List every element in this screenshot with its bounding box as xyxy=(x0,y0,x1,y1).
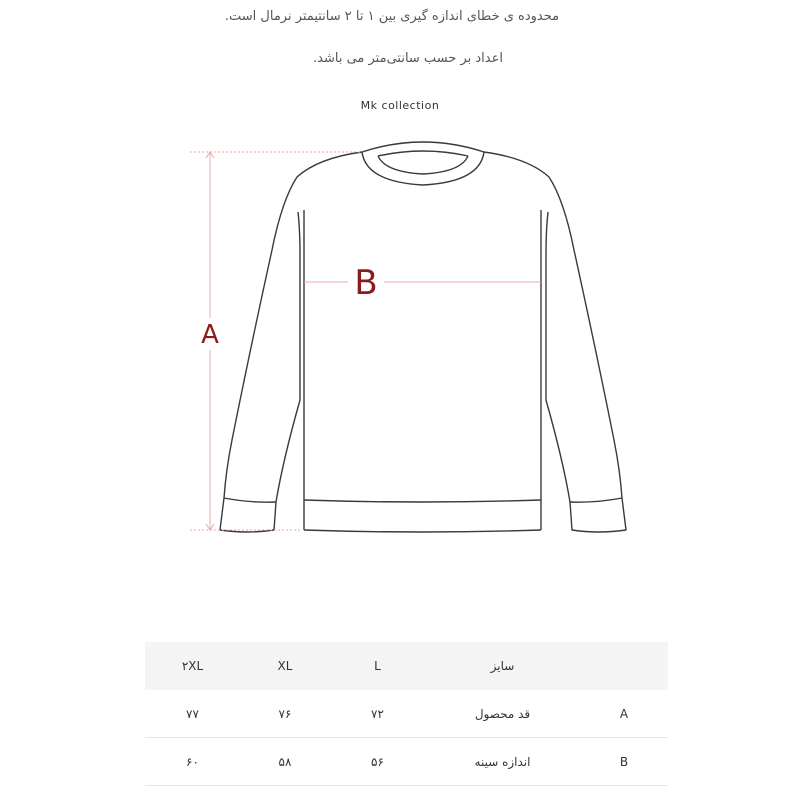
cell-value: ۷۷ xyxy=(145,690,240,738)
units-note: اعداد بر حسب سانتی‌متر می باشد. xyxy=(313,51,503,66)
dimension-b-label: B xyxy=(354,263,378,303)
header-size-l: L xyxy=(330,642,425,690)
table-row xyxy=(145,690,668,738)
cell-value: ۵۶ xyxy=(330,738,425,786)
cell-value: ۶۰ xyxy=(145,738,240,786)
row-code: A xyxy=(580,690,668,738)
dimension-a-label: A xyxy=(201,320,219,350)
cell-value: ۷۲ xyxy=(330,690,425,738)
header-size-2xl: ۲XL xyxy=(145,642,240,690)
row-code: B xyxy=(580,738,668,786)
row-measure-name: اندازه سینه xyxy=(425,738,580,786)
header-code-empty xyxy=(580,642,668,690)
table-row xyxy=(145,738,668,786)
size-table-header xyxy=(145,642,668,690)
header-size-xl: XL xyxy=(240,642,330,690)
header-size-label: سایز xyxy=(425,642,580,690)
size-table xyxy=(145,642,668,786)
sweatshirt-outline-icon xyxy=(220,142,626,532)
cell-value: ۷۶ xyxy=(240,690,330,738)
row-measure-name: قد محصول xyxy=(425,690,580,738)
cell-value: ۵۸ xyxy=(240,738,330,786)
tolerance-note: محدوده ی خطای اندازه گیری بین ۱ تا ۲ سانتیمتر نرمال است. xyxy=(224,9,560,24)
brand-label: Mk collection xyxy=(360,99,440,112)
